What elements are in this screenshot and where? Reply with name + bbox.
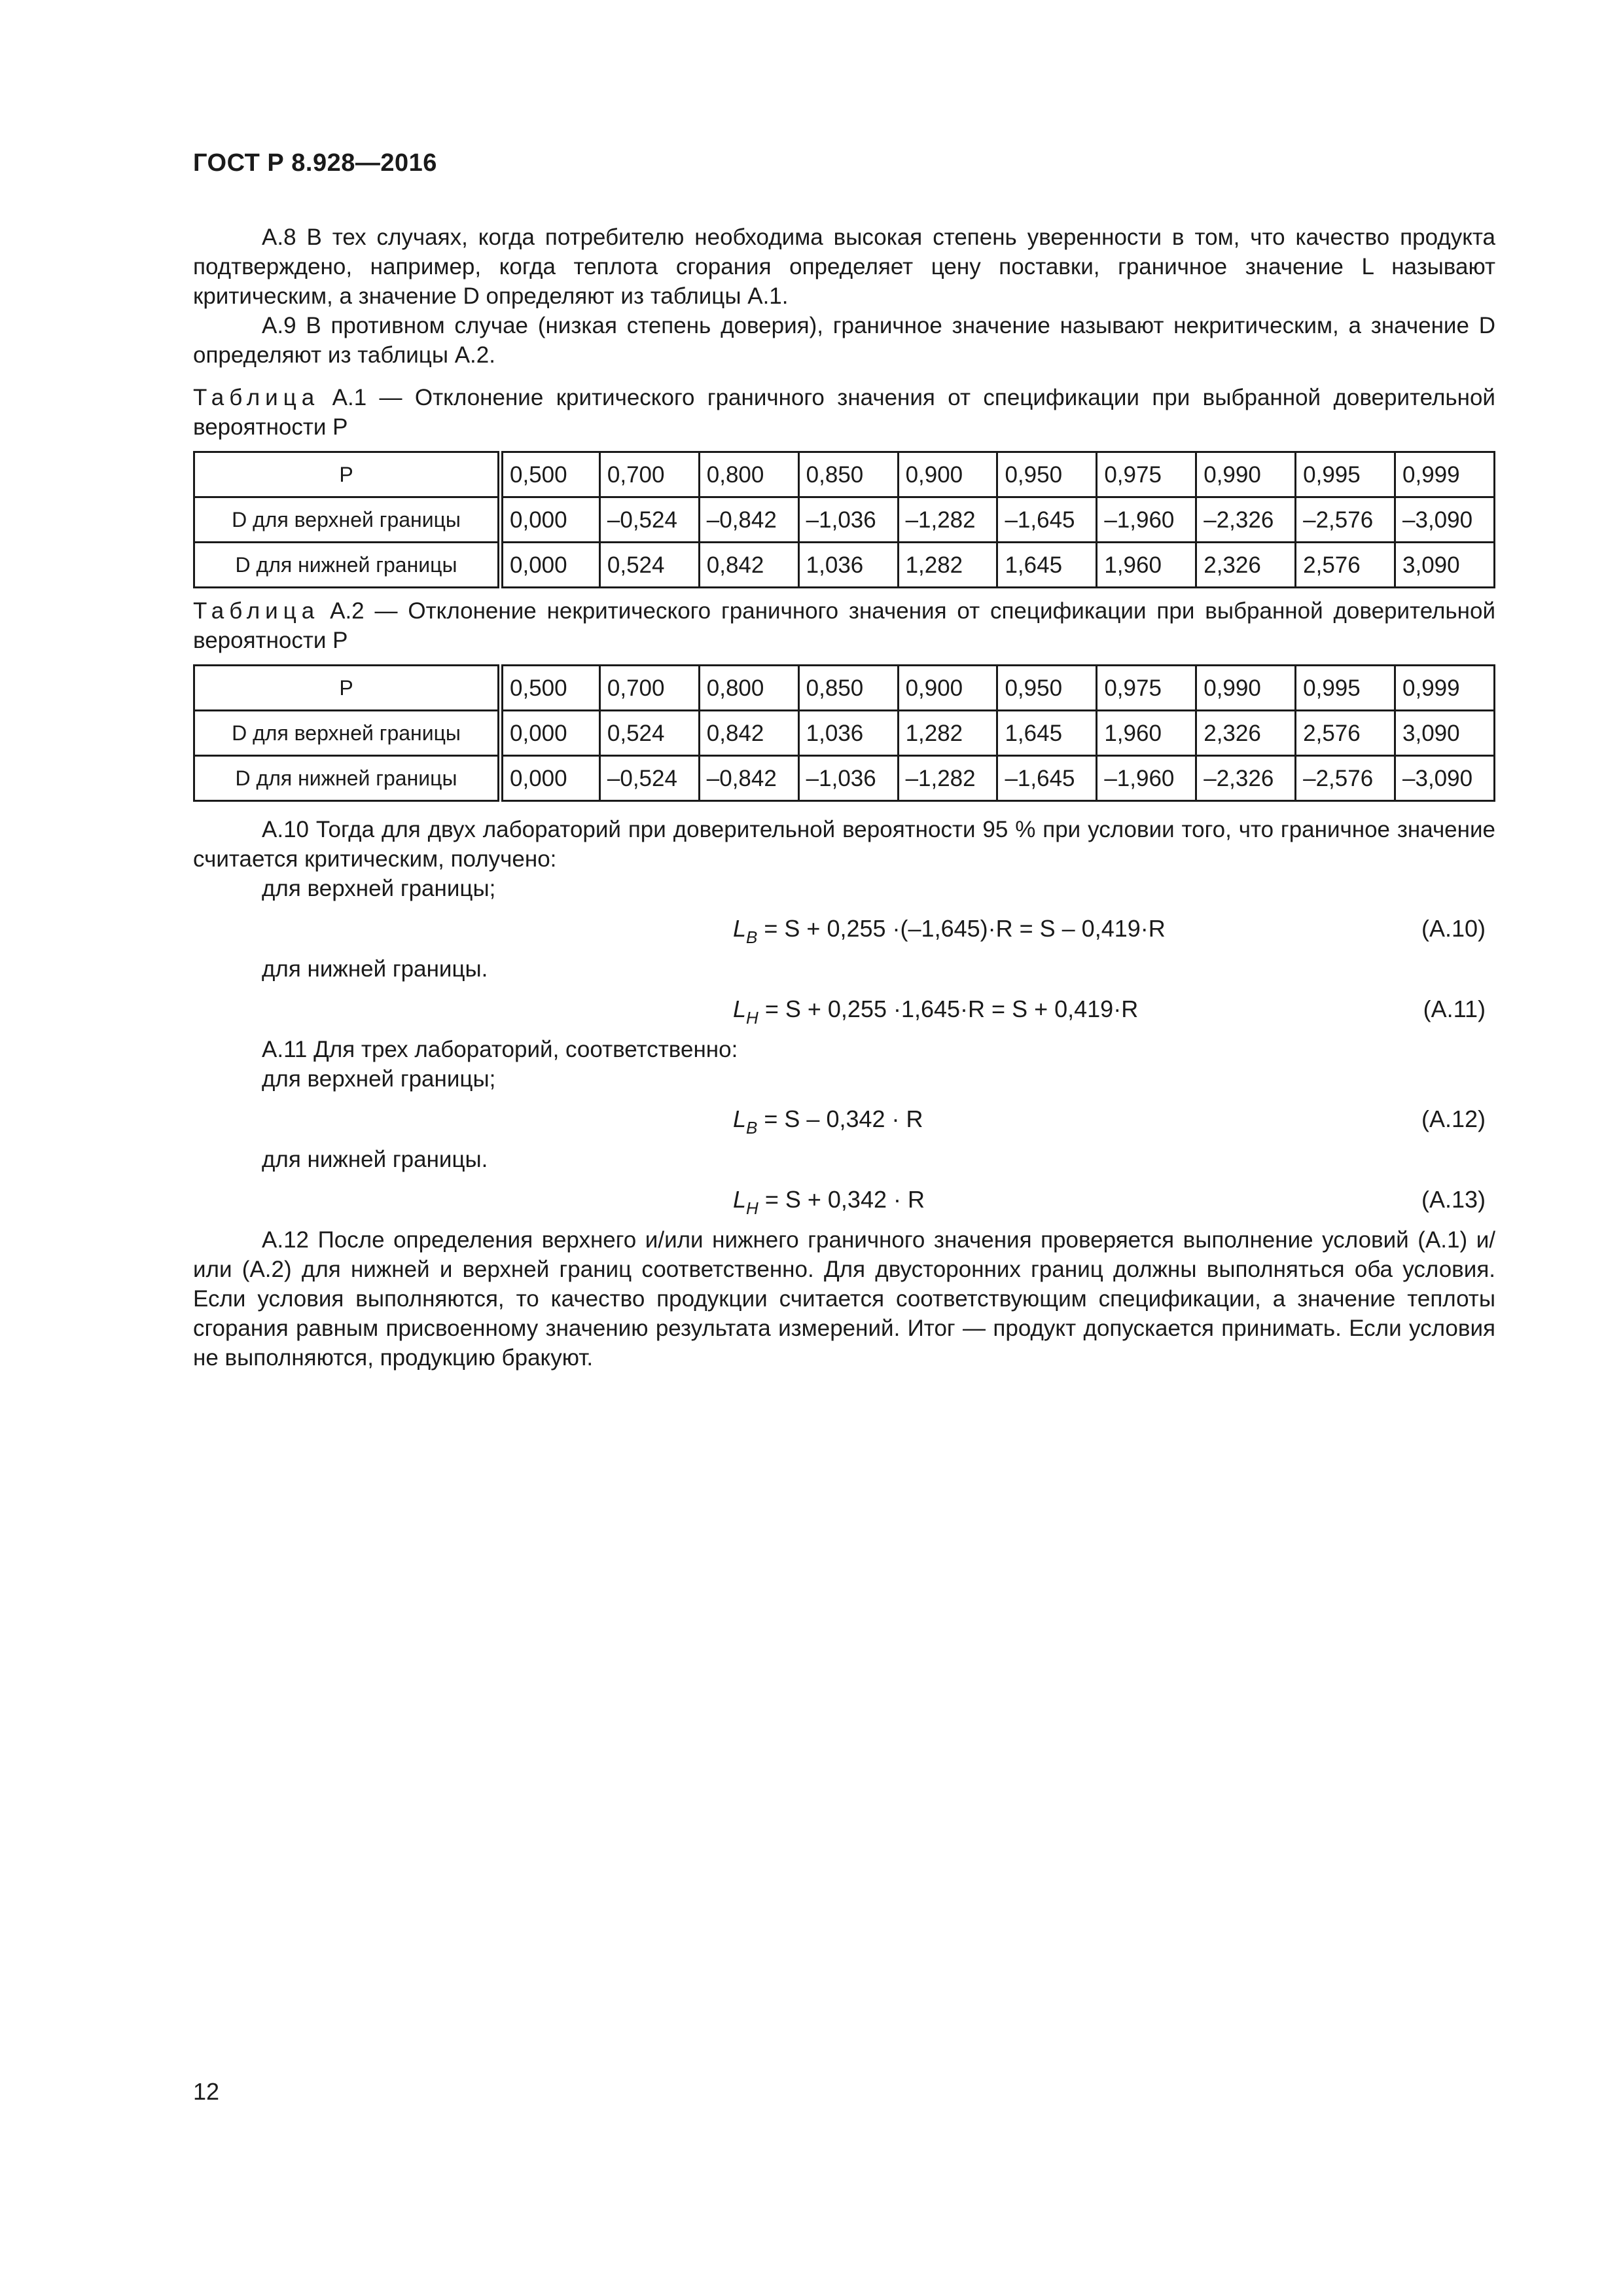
- table-cell: 1,036: [798, 711, 898, 756]
- table-cell: 0,900: [898, 666, 997, 711]
- formula-lhs-var: L: [733, 996, 747, 1022]
- table-cell: 0,995: [1296, 666, 1395, 711]
- equation-number: (А.10): [1421, 915, 1486, 942]
- table-cell: 0,999: [1395, 452, 1495, 497]
- paragraph-a10: А.10 Тогда для двух лабораторий при доверительной вероятности 95 % при условии того, что граничное значение считается критическим, получено:: [193, 817, 1495, 872]
- table-cell: 2,326: [1196, 543, 1296, 588]
- table-cell: 0,842: [699, 711, 798, 756]
- table-cell: 0,842: [699, 543, 798, 588]
- table-cell: 0,500: [501, 452, 600, 497]
- formula-lhs-var: L: [733, 1186, 747, 1213]
- paragraph-a12: А.12 После определения верхнего и/или нижнего граничного значения проверяется выполнение условий (А.1) и/или (А.2) для нижней и верхней границ соответственно. Для двусторонних границ должны выполняться оба условия. Если условия выполняются, то качество продукции считается соответствующим спецификации, а значение теплоты сгорания равным присвоенному значению результата измерений. Итог — продукт допускается принимать. Если условия не выполняются, продукцию бракуют.: [193, 1227, 1495, 1371]
- formula-rhs: = S + 0,342 · R: [764, 1186, 925, 1213]
- formula-lhs-sub: B: [746, 927, 758, 947]
- page-number: 12: [193, 2078, 220, 2105]
- text-upper-bound-1: для верхней границы;: [262, 876, 496, 901]
- table-cell: 0,995: [1296, 452, 1395, 497]
- document-code: ГОСТ Р 8.928—2016: [193, 149, 437, 177]
- table1-label: Таблица: [193, 385, 320, 410]
- table-row: [194, 543, 1495, 588]
- table-cell: –1,645: [997, 497, 1097, 543]
- table-cell: 0,000: [501, 543, 600, 588]
- text-upper-bound-2: для верхней границы;: [262, 1066, 496, 1092]
- row-header-cell: D для нижней границы: [194, 543, 501, 588]
- table1-caption-text: А.1 — Отклонение критического граничного значения от спецификации при выбранной доверительной вероятности P: [193, 385, 1495, 440]
- table-cell: 0,524: [599, 711, 699, 756]
- row-header-cell: P: [194, 666, 501, 711]
- formula-a10: [733, 914, 1166, 952]
- paragraph-a11: А.11 Для трех лабораторий, соответственно:: [262, 1037, 738, 1062]
- table-cell: 0,700: [599, 666, 699, 711]
- table2-caption-text: А.2 — Отклонение некритического граничного значения от спецификации при выбранной доверительной вероятности P: [193, 598, 1496, 653]
- formula-line-a11: [193, 988, 1495, 1031]
- table-cell: 0,000: [501, 497, 600, 543]
- text-lower-bound-1: для нижней границы.: [262, 956, 488, 982]
- table-cell: 0,850: [798, 452, 898, 497]
- table-cell: –0,842: [699, 756, 798, 801]
- table-cell: –1,036: [798, 756, 898, 801]
- table-cell: –1,960: [1097, 756, 1196, 801]
- table-cell: 0,800: [699, 452, 798, 497]
- table-cell: 1,645: [997, 543, 1097, 588]
- formula-rhs: = S – 0,342 · R: [764, 1105, 923, 1132]
- table-cell: 1,960: [1097, 711, 1196, 756]
- table-cell: 0,999: [1395, 666, 1495, 711]
- table2-label: Таблица: [193, 598, 320, 624]
- table-cell: 1,645: [997, 711, 1097, 756]
- table-row: [194, 666, 1495, 711]
- table-cell: –2,326: [1196, 756, 1296, 801]
- formula-a13: [733, 1185, 925, 1223]
- table-cell: –2,326: [1196, 497, 1296, 543]
- table-cell: –0,842: [699, 497, 798, 543]
- table1-body: [194, 452, 1495, 588]
- table-cell: –0,524: [599, 756, 699, 801]
- formula-lhs-sub: B: [746, 1118, 758, 1138]
- table-cell: 2,576: [1296, 543, 1395, 588]
- formula-lhs-var: L: [733, 915, 747, 942]
- page-content: [193, 223, 1495, 1372]
- equation-number: (А.11): [1423, 996, 1486, 1022]
- table-cell: 1,282: [898, 543, 997, 588]
- table-cell: 0,975: [1097, 452, 1196, 497]
- formula-rhs: = S + 0,255 ·(–1,645)·R = S – 0,419·R: [764, 915, 1166, 942]
- formula-rhs: = S + 0,255 ·1,645·R = S + 0,419·R: [764, 996, 1139, 1022]
- table-cell: 3,090: [1395, 711, 1495, 756]
- table-row: [194, 497, 1495, 543]
- table-cell: 0,500: [501, 666, 600, 711]
- equation-number: (А.13): [1421, 1186, 1486, 1213]
- row-header-cell: D для нижней границы: [194, 756, 501, 801]
- table-cell: 1,282: [898, 711, 997, 756]
- table-cell: –1,960: [1097, 497, 1196, 543]
- formula-lhs-sub: H: [746, 1008, 758, 1028]
- table-cell: –1,036: [798, 497, 898, 543]
- formula-line-a13: [193, 1178, 1495, 1221]
- table-cell: 0,990: [1196, 666, 1296, 711]
- table-critical-deviation: [193, 451, 1495, 588]
- table-noncritical-deviation: [193, 664, 1495, 802]
- table-cell: –2,576: [1296, 497, 1395, 543]
- table-cell: 2,326: [1196, 711, 1296, 756]
- table2-caption: [193, 596, 1495, 655]
- table-cell: 0,975: [1097, 666, 1196, 711]
- formula-line-a12: [193, 1098, 1495, 1141]
- formula-lhs-var: L: [733, 1105, 747, 1132]
- table-cell: 1,036: [798, 543, 898, 588]
- paragraph-a9: А.9 В противном случае (низкая степень доверия), граничное значение называют некритическим, а значение D определяют из таблицы А.2.: [193, 313, 1495, 368]
- table-cell: 0,900: [898, 452, 997, 497]
- table-cell: 0,850: [798, 666, 898, 711]
- table1-caption: [193, 383, 1495, 442]
- table-cell: 0,990: [1196, 452, 1296, 497]
- table-cell: –0,524: [599, 497, 699, 543]
- formula-lhs-sub: H: [746, 1198, 758, 1218]
- table-cell: –3,090: [1395, 756, 1495, 801]
- table-row: [194, 452, 1495, 497]
- table-cell: 0,950: [997, 452, 1097, 497]
- table-cell: 0,000: [501, 711, 600, 756]
- table-row: [194, 711, 1495, 756]
- table-cell: –1,645: [997, 756, 1097, 801]
- table-cell: 0,524: [599, 543, 699, 588]
- row-header-cell: D для верхней границы: [194, 497, 501, 543]
- table-cell: 0,000: [501, 756, 600, 801]
- table-cell: 0,950: [997, 666, 1097, 711]
- equation-number: (А.12): [1421, 1105, 1486, 1132]
- table-cell: –2,576: [1296, 756, 1395, 801]
- table-cell: 1,960: [1097, 543, 1196, 588]
- table-cell: 0,700: [599, 452, 699, 497]
- table-row: [194, 756, 1495, 801]
- text-lower-bound-2: для нижней границы.: [262, 1147, 488, 1172]
- table-cell: –1,282: [898, 497, 997, 543]
- row-header-cell: P: [194, 452, 501, 497]
- formula-line-a10: [193, 907, 1495, 950]
- table-cell: 2,576: [1296, 711, 1395, 756]
- paragraph-a8: А.8 В тех случаях, когда потребителю необходима высокая степень уверенности в том, что качество продукта подтверждено, например, когда теплота сгорания определяет цену поставки, граничное значение L называют критическим, а значение D определяют из таблицы А.1.: [193, 224, 1495, 309]
- table-cell: –1,282: [898, 756, 997, 801]
- formula-a12: [733, 1104, 923, 1143]
- table2-body: [194, 666, 1495, 801]
- table-cell: 3,090: [1395, 543, 1495, 588]
- formula-a11: [733, 994, 1138, 1033]
- row-header-cell: D для верхней границы: [194, 711, 501, 756]
- table-cell: –3,090: [1395, 497, 1495, 543]
- table-cell: 0,800: [699, 666, 798, 711]
